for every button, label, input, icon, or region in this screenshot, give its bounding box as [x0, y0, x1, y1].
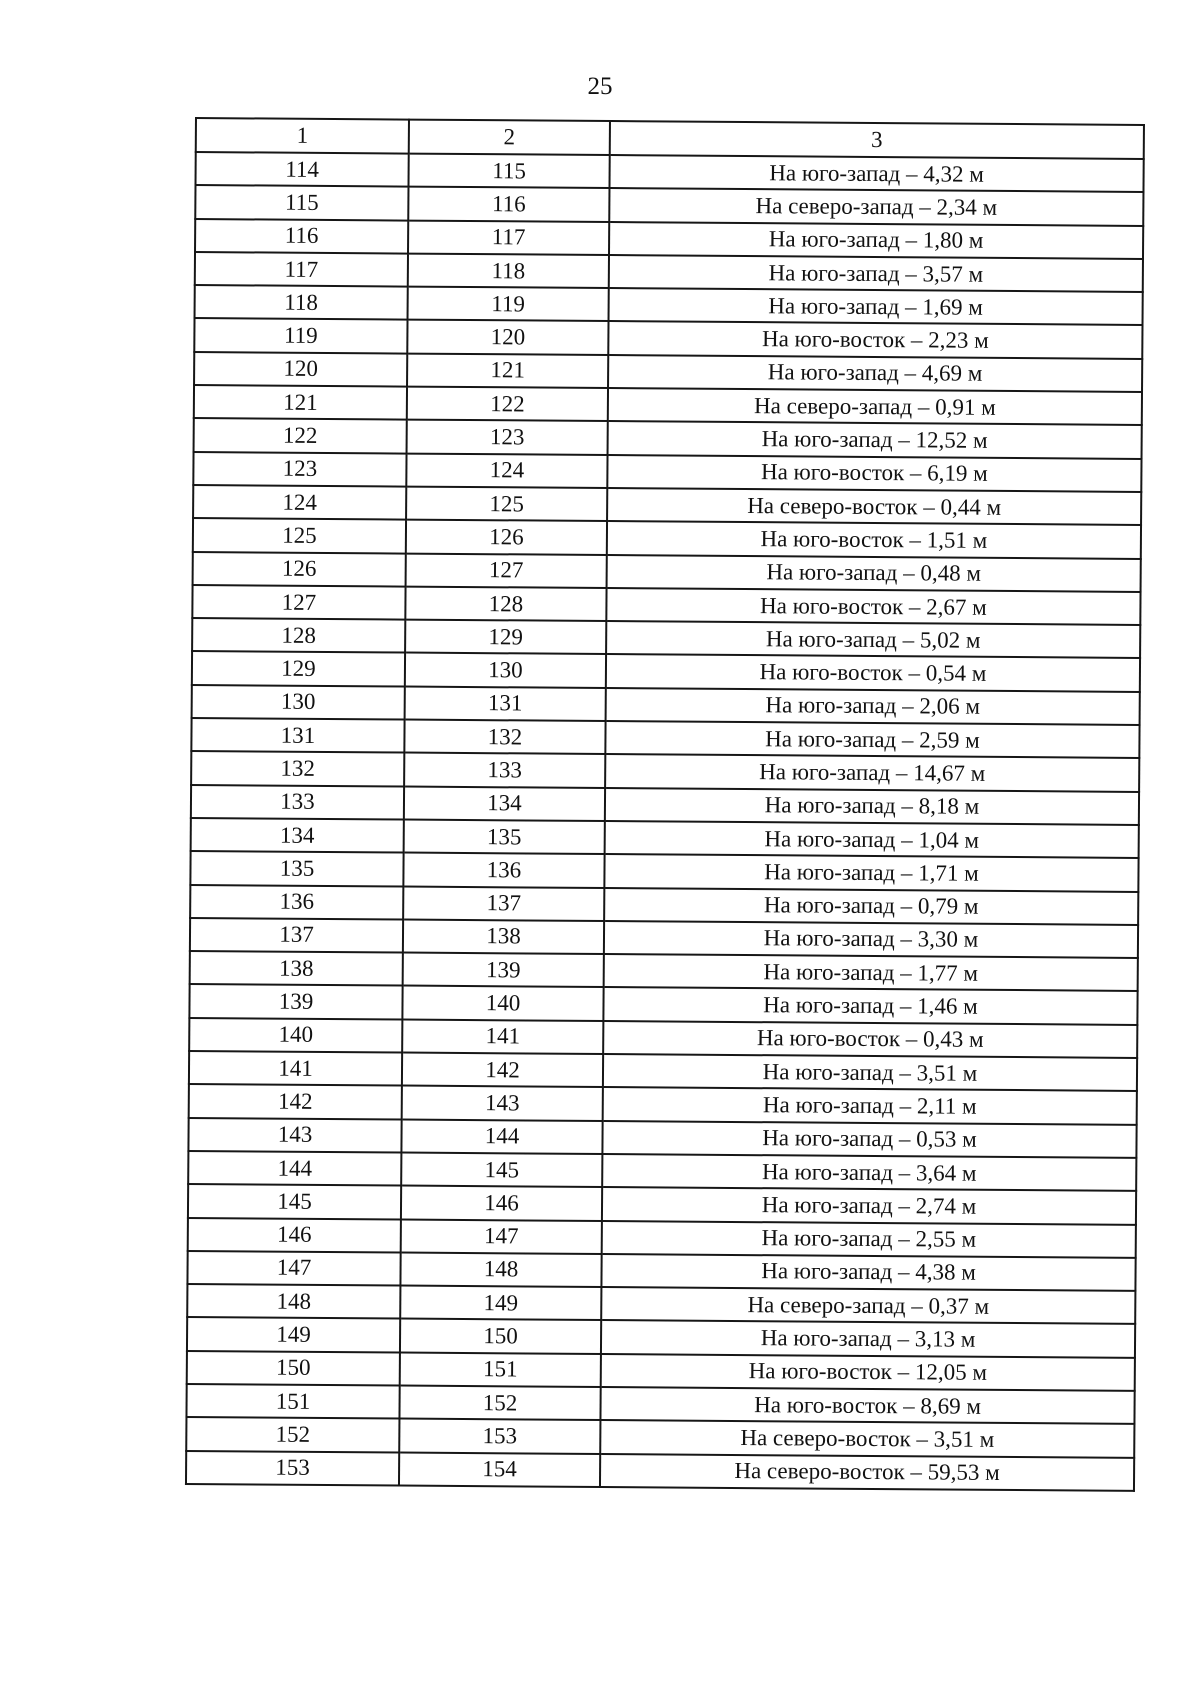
direction-distance-cell: На юго-запад – 2,59 м [605, 721, 1139, 758]
point-from-cell: 146 [188, 1217, 401, 1252]
point-to-cell: 153 [399, 1419, 600, 1454]
point-to-cell: 116 [408, 187, 609, 222]
direction-distance-cell: На юго-запад – 0,53 м [602, 1121, 1136, 1158]
point-from-cell: 136 [190, 885, 403, 920]
point-to-cell: 130 [405, 653, 606, 688]
point-to-cell: 125 [406, 487, 607, 522]
page-number: 25 [587, 73, 613, 100]
header-cell-2: 2 [409, 120, 610, 155]
point-from-cell: 130 [192, 685, 405, 720]
point-to-cell: 148 [400, 1252, 601, 1287]
point-from-cell: 114 [195, 152, 408, 187]
point-from-cell: 147 [187, 1251, 400, 1286]
direction-distance-cell: На северо-восток – 59,53 м [600, 1454, 1134, 1491]
point-to-cell: 138 [403, 919, 604, 954]
point-from-cell: 149 [187, 1317, 400, 1352]
point-from-cell: 128 [192, 618, 405, 653]
point-to-cell: 126 [406, 520, 607, 555]
direction-distance-cell: На юго-запад – 8,18 м [605, 788, 1139, 825]
direction-distance-cell: На юго-запад – 5,02 м [606, 621, 1140, 658]
point-from-cell: 135 [190, 851, 403, 886]
point-to-cell: 124 [406, 453, 607, 488]
direction-distance-cell: На юго-восток – 2,67 м [606, 588, 1140, 625]
point-to-cell: 135 [404, 819, 605, 854]
table-body [186, 152, 1144, 1491]
direction-distance-cell: На юго-запад – 3,51 м [603, 1054, 1137, 1091]
point-to-cell: 136 [403, 853, 604, 888]
point-to-cell: 117 [408, 220, 609, 255]
point-to-cell: 149 [400, 1286, 601, 1321]
point-from-cell: 121 [194, 385, 407, 420]
direction-distance-cell: На юго-восток – 2,23 м [608, 322, 1142, 359]
direction-distance-cell: На юго-запад – 4,38 м [601, 1254, 1135, 1291]
point-from-cell: 115 [195, 185, 408, 220]
point-from-cell: 116 [195, 219, 408, 254]
point-to-cell: 144 [401, 1119, 602, 1154]
point-to-cell: 146 [401, 1186, 602, 1221]
point-from-cell: 141 [189, 1051, 402, 1086]
direction-distance-cell: На юго-запад – 2,06 м [606, 688, 1140, 725]
direction-distance-cell: На юго-восток – 6,19 м [607, 455, 1141, 492]
direction-distance-cell: На юго-восток – 1,51 м [607, 521, 1141, 558]
direction-distance-cell: На юго-запад – 2,55 м [602, 1221, 1136, 1258]
point-from-cell: 117 [195, 252, 408, 287]
direction-distance-cell: На юго-запад – 4,69 м [608, 355, 1142, 392]
point-from-cell: 153 [186, 1451, 399, 1486]
point-from-cell: 131 [191, 718, 404, 753]
direction-distance-cell: На юго-восток – 8,69 м [600, 1387, 1134, 1424]
point-to-cell: 132 [404, 720, 605, 755]
point-to-cell: 134 [404, 786, 605, 821]
point-from-cell: 151 [186, 1384, 399, 1419]
point-to-cell: 141 [402, 1019, 603, 1054]
point-to-cell: 120 [407, 320, 608, 355]
point-to-cell: 142 [402, 1053, 603, 1088]
direction-distance-cell: На юго-запад – 1,71 м [604, 854, 1138, 891]
point-to-cell: 140 [402, 986, 603, 1021]
direction-distance-cell: На юго-запад – 14,67 м [605, 754, 1139, 791]
point-to-cell: 119 [408, 287, 609, 322]
direction-distance-cell: На юго-запад – 0,79 м [604, 888, 1138, 925]
direction-distance-cell: На юго-восток – 12,05 м [601, 1354, 1135, 1391]
point-from-cell: 133 [191, 785, 404, 820]
point-to-cell: 122 [407, 387, 608, 422]
point-to-cell: 154 [399, 1452, 600, 1487]
direction-distance-cell: На юго-запад – 1,69 м [609, 288, 1143, 325]
direction-distance-cell: На северо-запад – 0,37 м [601, 1287, 1135, 1324]
point-from-cell: 132 [191, 751, 404, 786]
point-from-cell: 127 [192, 585, 405, 620]
direction-distance-cell: На юго-восток – 0,43 м [603, 1021, 1137, 1058]
point-from-cell: 144 [188, 1151, 401, 1186]
direction-distance-cell: На северо-запад – 2,34 м [609, 188, 1143, 225]
point-to-cell: 127 [406, 553, 607, 588]
point-to-cell: 129 [405, 620, 606, 655]
point-to-cell: 123 [407, 420, 608, 455]
point-from-cell: 140 [189, 1018, 402, 1053]
direction-distance-cell: На юго-запад – 1,46 м [603, 987, 1137, 1024]
direction-distance-cell: На юго-запад – 3,13 м [601, 1320, 1135, 1357]
point-from-cell: 152 [186, 1417, 399, 1452]
point-from-cell: 150 [187, 1351, 400, 1386]
point-from-cell: 129 [192, 651, 405, 686]
point-to-cell: 115 [408, 154, 609, 189]
point-from-cell: 148 [187, 1284, 400, 1319]
boundary-table [185, 117, 1145, 1492]
direction-distance-cell: На юго-запад – 1,77 м [604, 954, 1138, 991]
direction-distance-cell: На юго-запад – 3,57 м [609, 255, 1143, 292]
point-to-cell: 152 [399, 1386, 600, 1421]
point-from-cell: 120 [194, 352, 407, 387]
point-from-cell: 124 [193, 485, 406, 520]
point-to-cell: 133 [404, 753, 605, 788]
point-to-cell: 143 [402, 1086, 603, 1121]
point-from-cell: 122 [194, 418, 407, 453]
point-from-cell: 118 [195, 285, 408, 320]
point-from-cell: 125 [193, 518, 406, 553]
direction-distance-cell: На юго-восток – 0,54 м [606, 654, 1140, 691]
direction-distance-cell: На северо-восток – 3,51 м [600, 1420, 1134, 1457]
direction-distance-cell: На юго-запад – 1,80 м [609, 222, 1143, 259]
point-to-cell: 128 [405, 586, 606, 621]
point-from-cell: 137 [190, 918, 403, 953]
point-from-cell: 145 [188, 1184, 401, 1219]
point-to-cell: 139 [403, 953, 604, 988]
point-from-cell: 138 [190, 951, 403, 986]
point-from-cell: 134 [191, 818, 404, 853]
point-from-cell: 143 [188, 1118, 401, 1153]
direction-distance-cell: На юго-запад – 3,64 м [602, 1154, 1136, 1191]
point-from-cell: 126 [193, 552, 406, 587]
header-cell-3: 3 [610, 121, 1144, 159]
point-to-cell: 137 [403, 886, 604, 921]
direction-distance-cell: На юго-запад – 12,52 м [608, 421, 1142, 458]
table-row [186, 1451, 1134, 1491]
point-from-cell: 119 [194, 318, 407, 353]
point-from-cell: 123 [193, 452, 406, 487]
direction-distance-cell: На юго-запад – 1,04 м [605, 821, 1139, 858]
point-to-cell: 118 [408, 253, 609, 288]
point-to-cell: 121 [407, 353, 608, 388]
direction-distance-cell: На юго-запад – 2,11 м [603, 1087, 1137, 1124]
direction-distance-cell: На юго-запад – 4,32 м [609, 155, 1143, 192]
direction-distance-cell: На юго-запад – 0,48 м [607, 555, 1141, 592]
header-cell-1: 1 [196, 118, 409, 154]
direction-distance-cell: На юго-запад – 3,30 м [604, 921, 1138, 958]
point-to-cell: 150 [400, 1319, 601, 1354]
point-from-cell: 142 [189, 1084, 402, 1119]
point-to-cell: 147 [401, 1219, 602, 1254]
direction-distance-cell: На юго-запад – 2,74 м [602, 1187, 1136, 1224]
point-to-cell: 151 [400, 1352, 601, 1387]
point-to-cell: 131 [405, 686, 606, 721]
point-to-cell: 145 [401, 1152, 602, 1187]
direction-distance-cell: На северо-восток – 0,44 м [607, 488, 1141, 525]
point-from-cell: 139 [189, 984, 402, 1019]
direction-distance-cell: На северо-запад – 0,91 м [608, 388, 1142, 425]
